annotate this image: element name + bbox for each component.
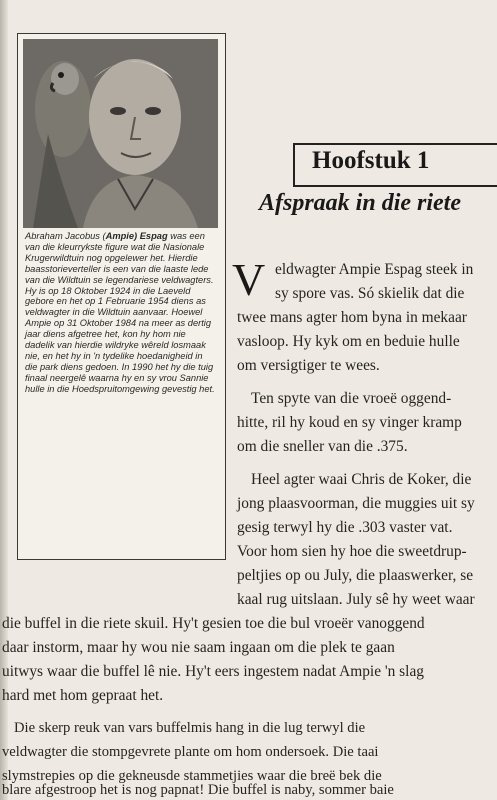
body-line: Ten spyte van die vroeë oggend-: [251, 390, 452, 407]
body-line: blare afgestroop het is nog papnat! Die buffel is naby, sommer baie: [2, 782, 394, 798]
body-line: eldwagter Ampie Espag steek in: [275, 261, 474, 278]
body-line: hitte, ril hy koud en sy vinger kramp: [237, 414, 462, 431]
caption-surname: ) Espag: [134, 231, 168, 241]
body-line: om die sneller van die .375.: [237, 438, 408, 455]
drop-cap: V: [232, 254, 266, 305]
body-line: Voor hom sien hy hoe die sweetdrup-: [237, 543, 467, 560]
body-line: jong plaasvoorman, die muggies uit sy: [237, 495, 475, 512]
chapter-subtitle: Afspraak in die riete: [259, 190, 461, 216]
body-line: twee mans agter hom byna in mekaar: [237, 309, 467, 326]
portrait-sidebar: [17, 33, 226, 560]
body-line: Die skerp reuk van vars buffelmis hang in die lug terwyl die: [14, 720, 366, 736]
portrait-illustration: [23, 39, 218, 228]
body-line: sy spore vas. Só skielik dat die: [275, 285, 465, 302]
chapter-title: Hoofstuk 1: [312, 147, 430, 174]
body-line: kaal rug uitslaan. July sê hy weet waar: [237, 591, 475, 608]
caption-body: was een van die kleurrykste figure wat die Nasionale Krugerwildtuin nog opgelewer het. Hierdie baasstorieverteller is een van die laaste lede van die Wildtuin se legendariese veldwagters. Hy is op 18 Oktober 1924 in die Laeveld gebore en het op 1 Februarie 1954 diens as veldwagter in die Wildtuin aanvaar. Hoewel Ampie op 31 Oktober 1984 na meer as dertig jaar diens afgetree het, kon hy hom nie dadelik van hierdie wildryke wêreld losmaak nie, en het hy in 'n tydelike hoedanigheid in die park diens gedoen. In 1990 het hy die tuig finaal neergelê waarna hy en sy vrou Sannie hulle in die Hoedspruitomgewing gevestig het.: [25, 231, 215, 394]
body-line: slymstrepies op die gekneusde stammetjies waar die breë bek die: [2, 768, 382, 784]
body-line: daar instorm, maar hy wou nie saam ingaan om die plek te gaan: [2, 639, 395, 656]
body-line: vasloop. Hy kyk om en beduie hulle: [237, 333, 460, 350]
body-line: hard met hom gepraat het.: [2, 687, 164, 704]
caption-nickname: Ampie: [105, 231, 135, 241]
body-line: veldwagter die stompgevrete plante om hom ondersoek. Die taai: [2, 744, 379, 760]
body-line: om versigtiger te wees.: [237, 357, 380, 374]
body-line: gesig terwyl hy die .303 vaster vat.: [237, 519, 453, 536]
portrait-photo: [23, 39, 218, 228]
body-line: peltjies op ou July, die plaaswerker, se: [237, 567, 474, 584]
caption-intro: Abraham Jacobus (: [25, 231, 106, 241]
body-line: die buffel in die riete skuil. Hy't gesien toe die bul vroeër vanoggend: [2, 615, 425, 632]
portrait-caption: [25, 231, 217, 395]
body-line: Heel agter waai Chris de Koker, die: [251, 471, 472, 488]
body-line: uitwys waar die buffel lê nie. Hy't eers ingestem nadat Ampie 'n slag: [2, 663, 424, 680]
